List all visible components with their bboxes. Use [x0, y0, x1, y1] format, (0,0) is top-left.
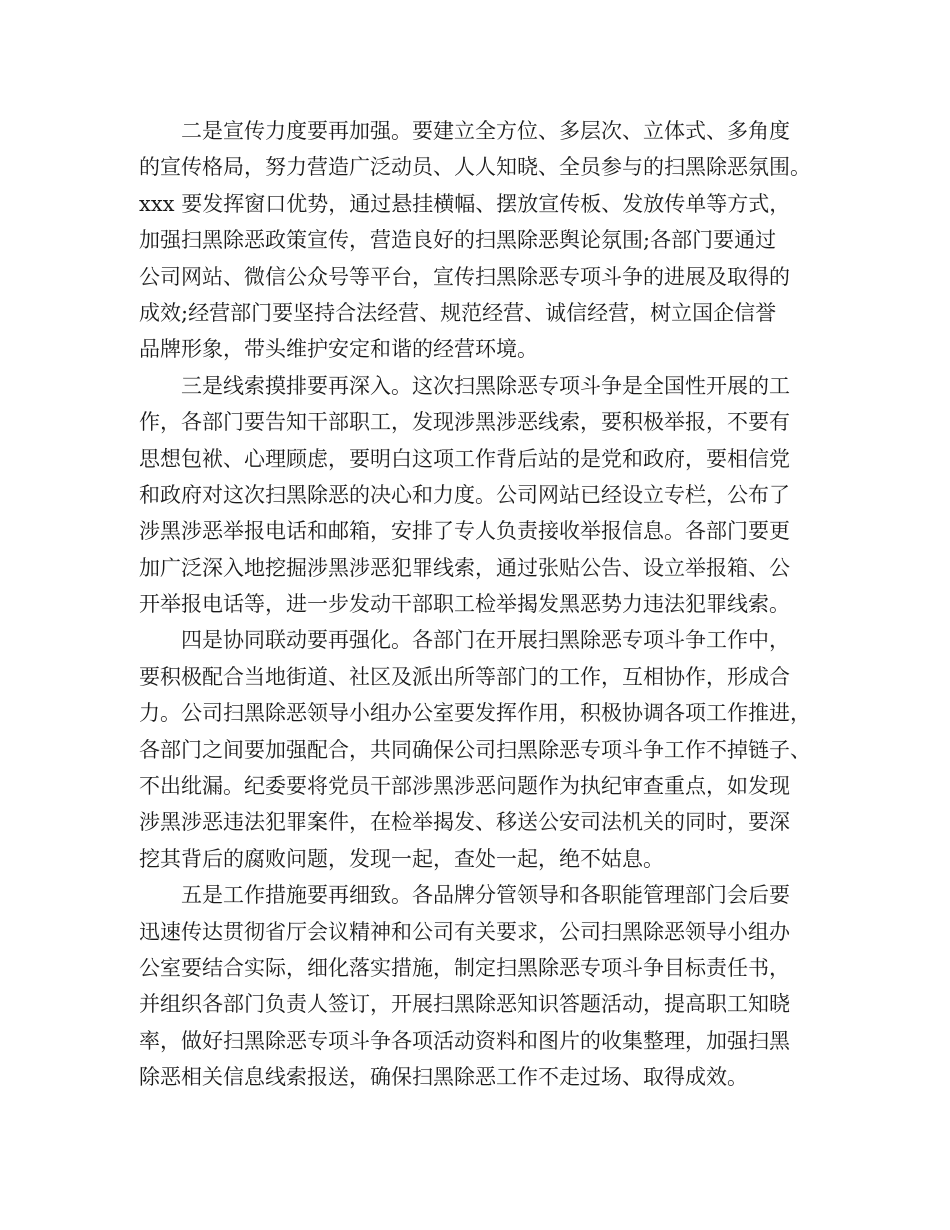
- text-line: 率，做好扫黑除恶专项斗争各项活动资料和图片的收集整理，加强扫黑: [139, 1028, 790, 1053]
- text-line: 加强扫黑除恶政策宣传，营造良好的扫黑除恶舆论氛围;各部门要通过: [139, 228, 777, 253]
- text-line: 并组织各部门负责人签订，开展扫黑除恶知识答题活动，提高职工知晓: [139, 992, 790, 1017]
- text-line: 五是工作措施要再细致。各品牌分管领导和各职能管理部门会后要: [181, 883, 790, 908]
- paragraph-work-measures: [139, 877, 829, 1095]
- text-line: 公司网站、微信公众号等平台，宣传扫黑除恶专项斗争的进展及取得的: [139, 264, 790, 289]
- text-line: 挖其背后的腐败问题，发现一起，查处一起，绝不姑息。: [139, 846, 664, 871]
- text-line: 不出纰漏。纪委要将党员干部涉黑涉恶问题作为执纪审查重点，如发现: [139, 774, 790, 799]
- document-body: [139, 113, 829, 1096]
- text-line: 涉黑涉恶举报电话和邮箱，安排了专人负责接收举报信息。各部门要更: [139, 519, 790, 544]
- text-line: 成效;经营部门要坚持合法经营、规范经营、诚信经营，树立国企信誉: [139, 300, 777, 325]
- text-line: 加广泛深入地挖掘涉黑涉恶犯罪线索，通过张贴公告、设立举报箱、公: [139, 555, 790, 580]
- text-line: 力。公司扫黑除恶领导小组办公室要发挥作用，积极协调各项工作推进，: [139, 701, 811, 726]
- text-line: 各部门之间要加强配合，共同确保公司扫黑除恶专项斗争工作不掉链子、: [139, 737, 811, 762]
- text-line: 四是协同联动要再强化。各部门在开展扫黑除恶专项斗争工作中，: [181, 628, 790, 653]
- paragraph-clue-investigation: [139, 368, 829, 623]
- text-line: 二是宣传力度要再加强。要建立全方位、多层次、立体式、多角度: [181, 119, 790, 143]
- text-line: 除恶相关信息线索报送，确保扫黑除恶工作不走过场、取得成效。: [139, 1065, 748, 1090]
- text-line: 和政府对这次扫黑除恶的决心和力度。公司网站已经设立专栏，公布了: [139, 482, 790, 507]
- text-line: 作，各部门要告知干部职工，发现涉黑涉恶线索，要积极举报，不要有: [139, 410, 790, 435]
- text-line: 要积极配合当地街道、社区及派出所等部门的工作，互相协作，形成合: [139, 664, 790, 689]
- text-line: xxx 要发挥窗口优势，通过悬挂横幅、摆放宣传板、发放传单等方式，: [139, 191, 791, 216]
- text-line: 开举报电话等，进一步发动干部职工检举揭发黑恶势力违法犯罪线索。: [139, 592, 790, 617]
- text-line: 公室要结合实际，细化落实措施，制定扫黑除恶专项斗争目标责任书，: [139, 955, 790, 980]
- paragraph-coordination: [139, 622, 829, 877]
- text-line: 的宣传格局，努力营造广泛动员、人人知晓、全员参与的扫黑除恶氛围。: [139, 155, 811, 180]
- paragraph-propaganda: [139, 113, 829, 368]
- text-line: 三是线索摸排要再深入。这次扫黑除恶专项斗争是全国性开展的工: [181, 373, 790, 398]
- text-line: 迅速传达贯彻省厅会议精神和公司有关要求，公司扫黑除恶领导小组办: [139, 919, 790, 944]
- text-line: 品牌形象，带头维护安定和谐的经营环境。: [139, 337, 538, 362]
- text-line: 涉黑涉恶违法犯罪案件，在检举揭发、移送公安司法机关的同时，要深: [139, 810, 790, 835]
- text-line: 思想包袱、心理顾虑，要明白这项工作背后站的是党和政府，要相信党: [139, 446, 790, 471]
